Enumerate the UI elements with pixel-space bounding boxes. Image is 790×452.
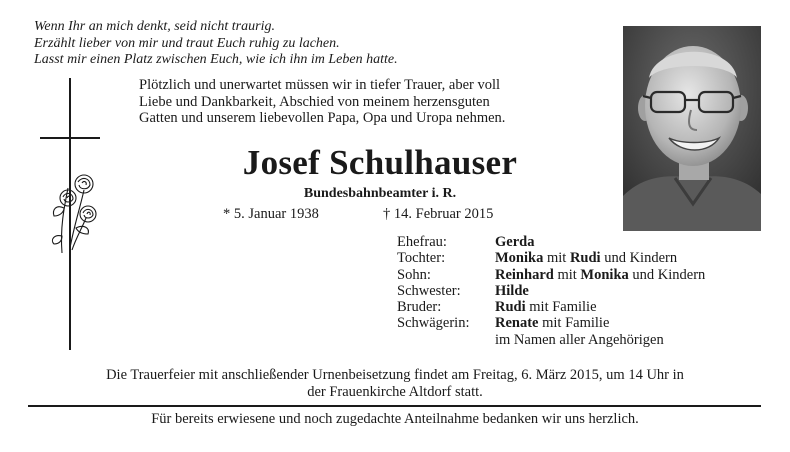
- deceased-profession: Bundesbahnbeamter i. R.: [303, 186, 457, 201]
- family-members: [495, 234, 534, 250]
- family-rest: mit Familie: [525, 299, 597, 316]
- poem-line: Lasst mir einen Platz zwischen Euch, wie ich ihn im Leben hatte.: [34, 52, 398, 67]
- funeral-line: Die Trauerfeier mit anschließender Urnenbeisetzung findet am Freitag, 6. März 2015, um 14 Uhr in: [106, 367, 684, 383]
- cross-with-roses-icon: [40, 78, 100, 350]
- family-name: Monika: [495, 250, 544, 267]
- intro-line: Plötzlich und unerwartet müssen wir in tiefer Trauer, aber voll: [139, 77, 501, 93]
- family-rest: und Kindern: [600, 250, 678, 267]
- family-row: [397, 267, 705, 283]
- family-row: [397, 283, 705, 299]
- funeral-info: [20, 367, 770, 401]
- family-name: Hilde: [495, 282, 529, 299]
- funeral-line: der Frauenkirche Altdorf statt.: [307, 384, 483, 400]
- family-members: [495, 267, 705, 283]
- family-row: [397, 250, 705, 266]
- family-rest: und Kindern: [628, 266, 706, 283]
- portrait-photo: [623, 26, 761, 231]
- family-name: Monika: [580, 266, 629, 283]
- family-members: [495, 299, 597, 315]
- poem-line: Wenn Ihr an mich denkt, seid nicht traurig.: [34, 19, 275, 34]
- family-connector: mit: [553, 266, 581, 283]
- birth-date: * 5. Januar 1938: [223, 206, 319, 222]
- thanks-line: Für bereits erwiesene und noch zugedachte Anteilnahme bedanken wir uns herzlich.: [151, 411, 639, 427]
- poem: [34, 19, 398, 69]
- family-relation: Ehefrau:: [397, 234, 447, 250]
- family-relation: Schwägerin:: [397, 315, 470, 332]
- family-name: Rudi: [495, 299, 526, 316]
- deceased-name: Josef Schulhauser: [242, 143, 518, 182]
- family-row: [397, 332, 705, 348]
- family-relation: [397, 332, 495, 348]
- intro-line: Liebe und Dankbarkeit, Abschied von meinem herzensguten: [139, 93, 490, 110]
- family-members: [495, 283, 529, 299]
- poem-line: Erzählt lieber von mir und traut Euch ruhig zu lachen.: [34, 35, 340, 51]
- family-list: [397, 234, 705, 348]
- family-row: [397, 234, 705, 250]
- family-connector: mit: [543, 250, 570, 267]
- family-name: Gerda: [495, 234, 535, 250]
- family-relation: Tochter:: [397, 250, 446, 267]
- intro-text: [139, 77, 603, 127]
- family-row: [397, 315, 705, 331]
- family-row: [397, 299, 705, 315]
- family-name: Reinhard: [495, 266, 554, 283]
- family-name: Renate: [495, 315, 539, 332]
- family-relation: Schwester:: [397, 282, 461, 299]
- family-members: [495, 315, 609, 331]
- family-members: [495, 250, 677, 266]
- family-members: [495, 332, 664, 348]
- family-name: Rudi: [569, 250, 601, 267]
- family-relation: Sohn:: [397, 266, 431, 283]
- family-rest: mit Familie: [538, 315, 610, 332]
- divider: [28, 405, 761, 407]
- family-rest: im Namen aller Angehörigen: [495, 331, 664, 348]
- intro-line: Gatten und unserem liebevollen Papa, Opa und Uropa nehmen.: [139, 110, 506, 126]
- family-relation: Bruder:: [397, 299, 442, 316]
- death-date: † 14. Februar 2015: [383, 206, 494, 222]
